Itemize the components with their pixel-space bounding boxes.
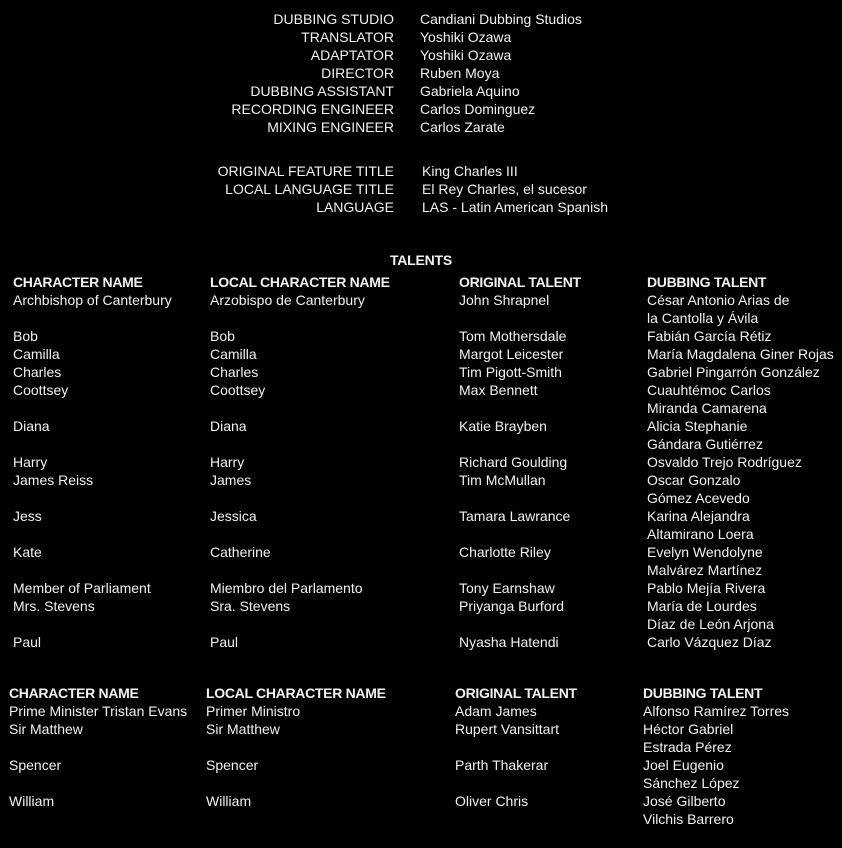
crew-value: Gabriela Aquino	[420, 83, 520, 99]
original-talent-cell: Parth Thakerar	[455, 757, 549, 773]
table-row	[0, 345, 842, 363]
local-character-name-cell: Jessica	[210, 508, 257, 524]
dubbing-talent-cell: María de Lourdes	[647, 598, 757, 614]
table-row	[0, 417, 842, 435]
local-character-name-cell: William	[206, 793, 252, 809]
table-row	[0, 792, 842, 810]
crew-label: MIXING ENGINEER	[267, 119, 394, 135]
table-header	[0, 273, 842, 291]
talents-heading: TALENTS	[389, 252, 453, 268]
crew-value: Carlos Dominguez	[420, 101, 536, 117]
table-row	[0, 363, 842, 381]
dubbing-talent-cell: Alicia Stephanie	[647, 418, 748, 434]
local-character-name-cell: Primer Ministro	[206, 703, 301, 719]
dubbing-talent-cell: Estrada Pérez	[643, 739, 732, 755]
feature-label: LOCAL LANGUAGE TITLE	[225, 181, 394, 197]
table-row	[0, 756, 842, 774]
table-row	[0, 810, 842, 828]
dubbing-talent-cell: Karina Alejandra	[647, 508, 750, 524]
feature-value: LAS - Latin American Spanish	[422, 199, 608, 215]
header-character-name: CHARACTER NAME	[13, 274, 143, 290]
dubbing-talent-cell: Malvárez Martínez	[647, 562, 763, 578]
table-row	[0, 309, 842, 327]
dubbing-talent-cell: Cuauhtémoc Carlos	[647, 382, 771, 398]
table-row	[0, 489, 842, 507]
crew-credits	[0, 10, 842, 136]
table-row	[0, 702, 842, 720]
crew-value: Candiani Dubbing Studios	[420, 11, 582, 27]
local-character-name-cell: Coottsey	[210, 382, 266, 398]
original-talent-cell: Tony Earnshaw	[459, 580, 555, 596]
crew-value: Carlos Zarate	[420, 119, 505, 135]
crew-label: DUBBING STUDIO	[273, 11, 394, 27]
local-character-name-cell: Paul	[210, 634, 239, 650]
dubbing-talent-cell: Fabián García Rétiz	[647, 328, 772, 344]
crew-value: Yoshiki Ozawa	[420, 29, 512, 45]
feature-value: King Charles III	[422, 163, 518, 179]
crew-row	[0, 100, 842, 118]
feature-info	[0, 162, 842, 216]
crew-label: DUBBING ASSISTANT	[250, 83, 394, 99]
character-name-cell: Mrs. Stevens	[13, 598, 95, 614]
table-row	[0, 453, 842, 471]
crew-row	[0, 46, 842, 64]
feature-label: LANGUAGE	[316, 199, 394, 215]
local-character-name-cell: Catherine	[210, 544, 271, 560]
original-talent-cell: Priyanga Burford	[459, 598, 565, 614]
character-name-cell: Diana	[13, 418, 50, 434]
header-local-character-name: LOCAL CHARACTER NAME	[210, 274, 390, 290]
talents-table-2	[0, 684, 842, 828]
original-talent-cell: Rupert Vansittart	[455, 721, 560, 737]
dubbing-talent-cell: Sánchez López	[643, 775, 740, 791]
crew-label: RECORDING ENGINEER	[231, 101, 394, 117]
header-dubbing-talent: DUBBING TALENT	[647, 274, 767, 290]
crew-value: Yoshiki Ozawa	[420, 47, 512, 63]
original-talent-cell: Tamara Lawrance	[459, 508, 571, 524]
table-row	[0, 633, 842, 651]
crew-label: TRANSLATOR	[301, 29, 394, 45]
crew-row	[0, 64, 842, 82]
local-character-name-cell: Miembro del Parlamento	[210, 580, 363, 596]
dubbing-talent-cell: Osvaldo Trejo Rodríguez	[647, 454, 802, 470]
local-character-name-cell: Camilla	[210, 346, 257, 362]
original-talent-cell: Tim Pigott-Smith	[459, 364, 562, 380]
original-talent-cell: Max Bennett	[459, 382, 538, 398]
dubbing-talent-cell: Alfonso Ramírez Torres	[643, 703, 790, 719]
table-row	[0, 774, 842, 792]
character-name-cell: James Reiss	[13, 472, 94, 488]
table-row	[0, 615, 842, 633]
dubbing-talent-cell: Miranda Camarena	[647, 400, 767, 416]
table-header	[0, 684, 842, 702]
table-row	[0, 291, 842, 309]
feature-row	[0, 162, 842, 180]
crew-row	[0, 118, 842, 136]
original-talent-cell: Margot Leicester	[459, 346, 564, 362]
dubbing-talent-cell: César Antonio Arias de	[647, 292, 790, 308]
table-row	[0, 471, 842, 489]
character-name-cell: Archbishop of Canterbury	[13, 292, 172, 308]
crew-row	[0, 82, 842, 100]
original-talent-cell: Richard Goulding	[459, 454, 568, 470]
crew-value: Ruben Moya	[420, 65, 500, 81]
crew-label: DIRECTOR	[321, 65, 394, 81]
original-talent-cell: Katie Brayben	[459, 418, 547, 434]
table-row	[0, 381, 842, 399]
header-original-talent: ORIGINAL TALENT	[459, 274, 581, 290]
dubbing-talent-cell: Vilchis Barrero	[643, 811, 734, 827]
character-name-cell: Jess	[13, 508, 42, 524]
original-talent-cell: John Shrapnel	[459, 292, 550, 308]
original-talent-cell: Adam James	[455, 703, 537, 719]
local-character-name-cell: Arzobispo de Canterbury	[210, 292, 365, 308]
talents-table-1	[0, 273, 842, 651]
header-original-talent: ORIGINAL TALENT	[455, 685, 577, 701]
dubbing-talent-cell: Oscar Gonzalo	[647, 472, 741, 488]
original-talent-cell: Nyasha Hatendi	[459, 634, 559, 650]
local-character-name-cell: Sir Matthew	[206, 721, 280, 737]
local-character-name-cell: Spencer	[206, 757, 259, 773]
table-row	[0, 399, 842, 417]
table-row	[0, 435, 842, 453]
character-name-cell: Sir Matthew	[9, 721, 83, 737]
character-name-cell: Bob	[13, 328, 38, 344]
table-row	[0, 738, 842, 756]
character-name-cell: Charles	[13, 364, 62, 380]
table-row	[0, 507, 842, 525]
dubbing-talent-cell: Altamirano Loera	[647, 526, 754, 542]
original-talent-cell: Charlotte Riley	[459, 544, 551, 560]
table-row	[0, 597, 842, 615]
local-character-name-cell: James	[210, 472, 252, 488]
character-name-cell: Kate	[13, 544, 42, 560]
feature-row	[0, 198, 842, 216]
character-name-cell: William	[9, 793, 55, 809]
dubbing-talent-cell: José Gilberto	[643, 793, 726, 809]
dubbing-talent-cell: María Magdalena Giner Rojas	[647, 346, 834, 362]
dubbing-talent-cell: Joel Eugenio	[643, 757, 724, 773]
character-name-cell: Camilla	[13, 346, 60, 362]
dubbing-talent-cell: Díaz de León Arjona	[647, 616, 774, 632]
feature-row	[0, 180, 842, 198]
dubbing-talent-cell: la Cantolla y Ávila	[647, 310, 759, 326]
local-character-name-cell: Harry	[210, 454, 245, 470]
dubbing-talent-cell: Gándara Gutiérrez	[647, 436, 763, 452]
local-character-name-cell: Charles	[210, 364, 259, 380]
original-talent-cell: Tim McMullan	[459, 472, 546, 488]
dubbing-talent-cell: Pablo Mejía Rivera	[647, 580, 766, 596]
table-row	[0, 525, 842, 543]
character-name-cell: Harry	[13, 454, 48, 470]
character-name-cell: Coottsey	[13, 382, 69, 398]
crew-row	[0, 28, 842, 46]
dubbing-talent-cell: Gómez Acevedo	[647, 490, 750, 506]
feature-value: El Rey Charles, el sucesor	[422, 181, 587, 197]
table-row	[0, 543, 842, 561]
header-dubbing-talent: DUBBING TALENT	[643, 685, 763, 701]
dubbing-talent-cell: Carlo Vázquez Díaz	[647, 634, 772, 650]
feature-label: ORIGINAL FEATURE TITLE	[217, 163, 394, 179]
table-row	[0, 579, 842, 597]
header-local-character-name: LOCAL CHARACTER NAME	[206, 685, 386, 701]
dubbing-talent-cell: Héctor Gabriel	[643, 721, 734, 737]
character-name-cell: Paul	[13, 634, 42, 650]
header-character-name: CHARACTER NAME	[9, 685, 139, 701]
original-talent-cell: Tom Mothersdale	[459, 328, 567, 344]
table-row	[0, 561, 842, 579]
character-name-cell: Spencer	[9, 757, 62, 773]
dubbing-talent-cell: Evelyn Wendolyne	[647, 544, 763, 560]
character-name-cell: Member of Parliament	[13, 580, 151, 596]
crew-label: ADAPTATOR	[310, 47, 394, 63]
crew-row	[0, 10, 842, 28]
table-row	[0, 327, 842, 345]
local-character-name-cell: Sra. Stevens	[210, 598, 291, 614]
local-character-name-cell: Diana	[210, 418, 247, 434]
dubbing-talent-cell: Gabriel Pingarrón González	[647, 364, 820, 380]
local-character-name-cell: Bob	[210, 328, 235, 344]
character-name-cell: Prime Minister Tristan Evans	[9, 703, 188, 719]
original-talent-cell: Oliver Chris	[455, 793, 529, 809]
table-row	[0, 720, 842, 738]
